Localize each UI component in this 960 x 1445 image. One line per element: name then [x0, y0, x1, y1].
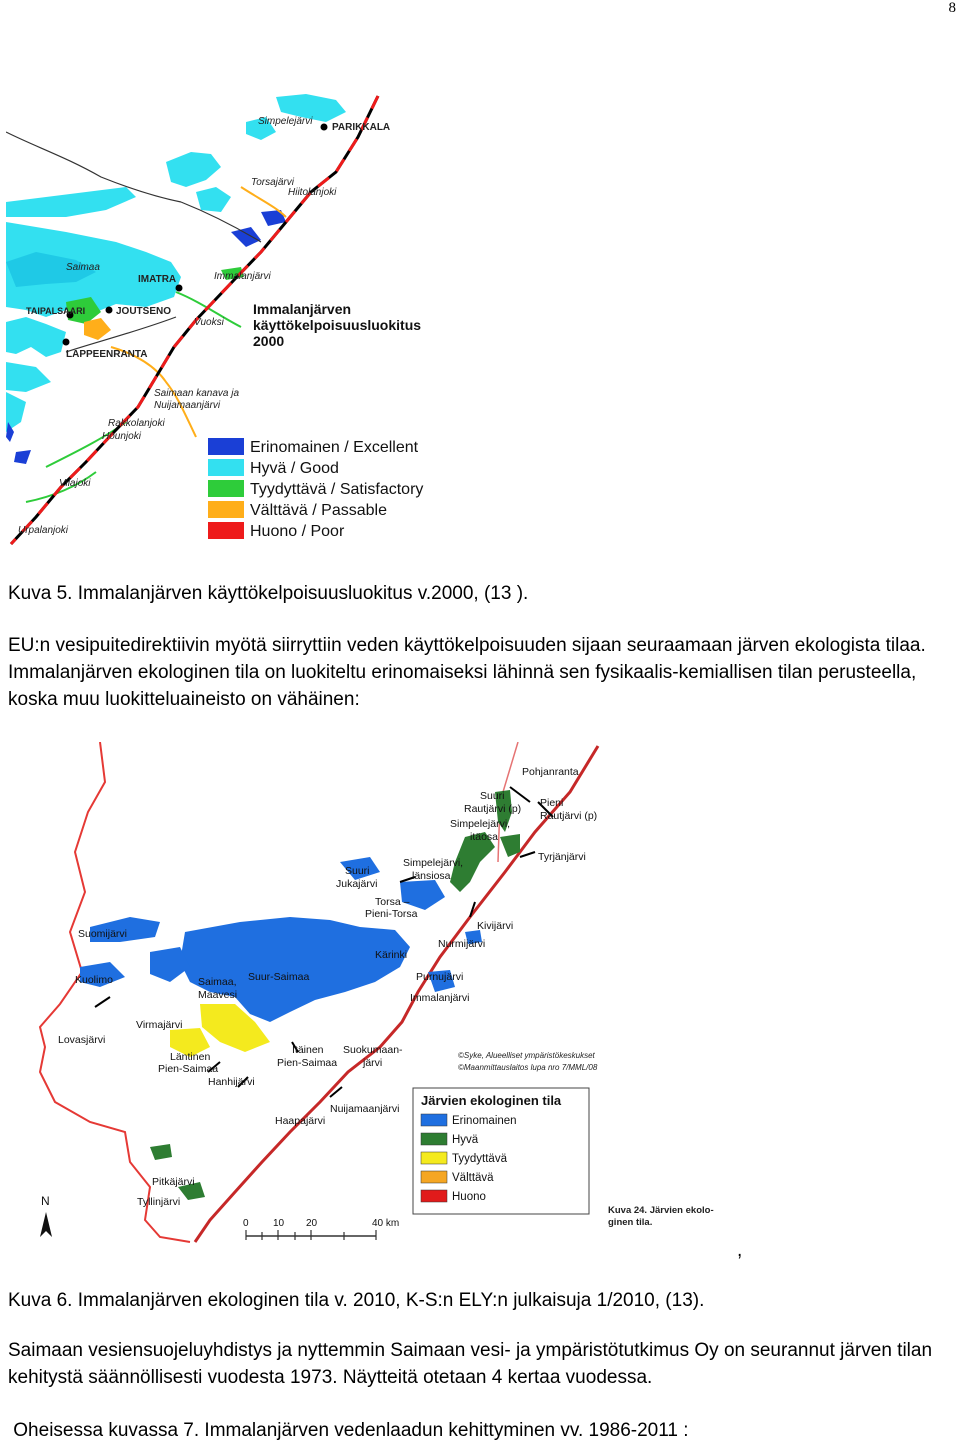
label-simpelejarvi-lansi-1: Simpelejärvi,: [403, 857, 464, 869]
label-simpelejarvi-lansi-2: länsiosa: [412, 870, 451, 882]
scale-bar: [243, 1218, 399, 1240]
label-urpalanjoki: Urpalanjoki: [18, 525, 69, 536]
legend-swatch-good: [208, 459, 244, 476]
label-rakkolanjoki: Rakkolanjoki: [108, 418, 165, 429]
legend-label-passable: Välttävä / Passable: [250, 502, 387, 519]
scale-10: 10: [273, 1218, 285, 1229]
label-lantinen-2: Pien-Saimaa: [158, 1063, 219, 1075]
legend-swatch-passable: [208, 501, 244, 518]
label-simpelejarvi-ita-1: Simpelejärvi,: [450, 818, 511, 830]
label-pohjanranta: Pohjanranta: [522, 766, 579, 778]
paragraph-figure7-intro: Oheisessa kuvassa 7. Immalanjärven vedenlaadun kehittyminen vv. 1986-2011 :: [8, 1420, 689, 1441]
label-pitkajarvi: Pitkäjärvi: [152, 1176, 195, 1188]
legend-label-excellent: Erinomainen / Excellent: [250, 439, 419, 456]
figure-caption-5: Kuva 5. Immalanjärven käyttökelpoisuusluokitus v.2000, (13 ).: [8, 583, 529, 604]
label-parikkala: PARIKKALA: [332, 122, 391, 133]
label-taipalsaari: TAIPALSAARI: [26, 306, 86, 316]
map1-title-line1: Immalanjärven: [253, 301, 352, 317]
label-suuri-jukajarvi-1: Suuri: [345, 865, 370, 877]
label-vuoksi: Vuoksi: [194, 317, 224, 328]
label-haapajarvi: Haapajärvi: [275, 1115, 326, 1127]
label-joutseno: JOUTSENO: [116, 306, 172, 317]
map2-legend: [413, 1088, 589, 1214]
map1-title-line3: 2000: [253, 333, 285, 349]
label-saimaan-kanava-2: Nuijamaanjärvi: [154, 400, 221, 411]
legend2-erinomainen: Erinomainen: [452, 1115, 517, 1127]
label-saimaan-kanava-1: Saimaan kanava ja: [154, 388, 240, 399]
north-arrow-icon: [40, 1212, 52, 1237]
paragraph-ecological-status: EU:n vesipuitedirektiivin myötä siirryttiin veden käyttökelpoisuuden sijaan seuraamaan järven ekologista tilaa. Immalanjärven ekologinen tila on luokiteltu erinomaiseksi lähinnä sen fysikaalis-kemiallisen tilan perusteella, koska muu luokitteluaineisto on vähäinen:: [8, 635, 926, 710]
legend2-valttava: Välttävä: [452, 1172, 494, 1184]
label-hanhijarvi: Hanhijärvi: [208, 1076, 255, 1088]
legend-title: Järvien ekologinen tila: [421, 1093, 562, 1108]
map1-title-line2: käyttökelpoisuusluokitus: [253, 317, 422, 333]
label-suomijarvi: Suomijärvi: [78, 928, 128, 940]
label-lappeenranta: LAPPEENRANTA: [66, 349, 148, 360]
scale-0: 0: [243, 1218, 249, 1229]
label-torsa-2: Pieni-Torsa: [365, 908, 418, 920]
label-kuolimo: Kuolimo: [75, 974, 113, 986]
label-pieni-rautjarvi-2: Rautjärvi (p): [540, 810, 598, 822]
label-itainen-1: Itäinen: [292, 1044, 324, 1056]
label-tyrjanjarvi: Tyrjänjärvi: [538, 851, 586, 863]
label-torsa-1: Torsa –: [375, 896, 410, 908]
water-usability-map: [6, 92, 474, 550]
label-torsajarvi: Torsajärvi: [251, 177, 294, 188]
label-simpelejarvi-ita-2: itäosa: [470, 831, 499, 843]
label-saimaa: Saimaa: [66, 262, 100, 273]
legend-label-satisfactory: Tyydyttävä / Satisfactory: [250, 481, 424, 498]
region-border: [40, 742, 190, 1242]
legend-swatch-satisfactory: [208, 480, 244, 497]
label-pieni-rautjarvi-1: Pieni: [540, 797, 564, 809]
north-label: N: [41, 1194, 50, 1208]
label-hounjoki: Hounjoki: [102, 431, 141, 442]
stray-comma: ,: [737, 1240, 743, 1261]
figure-caption-6: Kuva 6. Immalanjärven ekologinen tila v. 2010, K-S:n ELY:n julkaisuja 1/2010, (13).: [8, 1290, 705, 1311]
label-nuijamaanjarvi: Nuijamaanjärvi: [330, 1103, 400, 1115]
page-number: 8: [948, 0, 956, 16]
label-imatra: IMATRA: [138, 274, 177, 285]
label-nurmijarvi: Nurmijärvi: [438, 938, 486, 950]
legend2-tyydyttava: Tyydyttävä: [452, 1153, 507, 1165]
map1-legend: [208, 438, 423, 540]
label-vilajoki: Vilajoki: [59, 478, 91, 489]
label-simpelejarvi: Simpelejärvi: [258, 116, 313, 127]
source-caption-1: Kuva 24. Järvien ekolo-: [608, 1205, 714, 1216]
copyright-line-1: ©Syke, Alueelliset ympäristökeskukset: [458, 1051, 595, 1060]
label-immalanjarvi-2: Immalanjärvi: [410, 992, 470, 1004]
legend2-hyva: Hyvä: [452, 1134, 479, 1146]
label-immalanjarvi: Immalanjärvi: [214, 271, 271, 282]
legend-swatch-excellent: [208, 438, 244, 455]
label-lantinen-1: Läntinen: [170, 1051, 211, 1063]
label-saimaa-maavesi-1: Saimaa,: [198, 976, 237, 988]
label-suuri-jukajarvi-2: Jukajärvi: [336, 878, 378, 890]
ecological-status-map: [30, 742, 730, 1247]
label-karinki: Kärinki: [375, 949, 408, 961]
label-lovasjarvi: Lovasjärvi: [58, 1034, 106, 1046]
scale-40: 40 km: [372, 1218, 400, 1229]
label-tyllinjarvi: Tyllinjärvi: [137, 1196, 181, 1208]
label-suokumaan-1: Suokumaan-: [343, 1044, 403, 1056]
legend2-huono: Huono: [452, 1191, 486, 1203]
label-suur-saimaa: Suur-Saimaa: [248, 971, 310, 983]
label-itainen-2: Pien-Saimaa: [277, 1057, 338, 1069]
legend-label-poor: Huono / Poor: [250, 523, 345, 540]
label-suokumaan-2: järvi: [363, 1057, 383, 1069]
label-purnujarvi: Purnujärvi: [416, 971, 464, 983]
paragraph-monitoring: Saimaan vesiensuojeluyhdistys ja nyttemmin Saimaan vesi- ja ympäristötutkimus Oy on seurannut järven tilan kehitystä säännöllisesti vuodesta 1973. Näytteitä otetaan 4 kertaa vuodessa.: [8, 1340, 933, 1388]
label-hiitolanjoki: Hiitolanjoki: [288, 187, 337, 198]
source-caption-2: ginen tila.: [608, 1217, 653, 1228]
legend-label-good: Hyvä / Good: [250, 460, 339, 477]
label-virmajarvi: Virmajärvi: [136, 1019, 183, 1031]
copyright-line-2: ©Maanmittauslaitos lupa nro 7/MML/08: [458, 1063, 598, 1072]
scale-20: 20: [306, 1218, 318, 1229]
label-saimaa-maavesi-2: Maavesi: [198, 989, 238, 1001]
label-suuri-rautjarvi-2: Rautjärvi (p): [464, 803, 522, 815]
label-kivijarvi: Kivijärvi: [477, 920, 514, 932]
legend-swatch-poor: [208, 522, 244, 539]
label-suuri-rautjarvi-1: Suuri: [480, 790, 505, 802]
